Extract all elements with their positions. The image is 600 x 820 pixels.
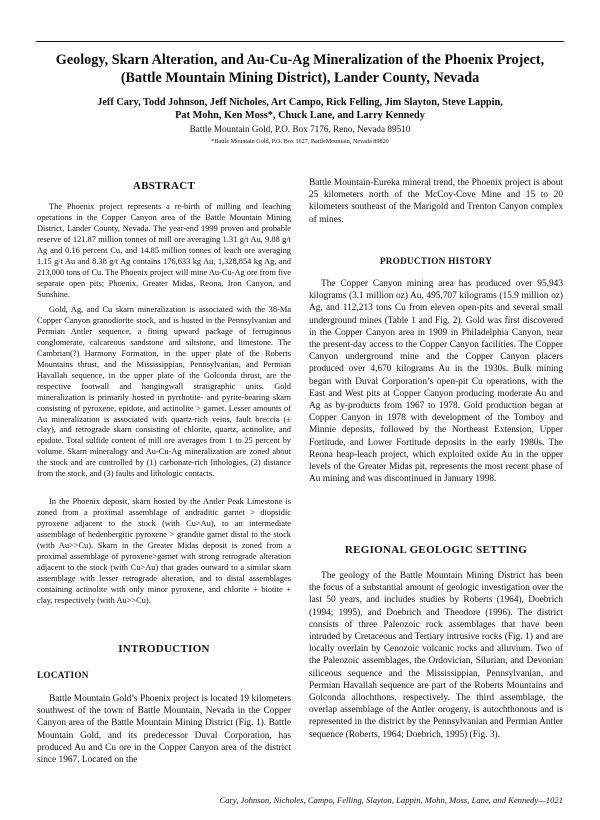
title-line-2: (Battle Mountain Mining District), Lander County, Nevada xyxy=(120,69,480,86)
authors-line-1: Jeff Cary, Todd Johnson, Jeff Nicholes, Art Campo, Rick Felling, Jim Slayton, Steve Lappin, xyxy=(97,97,503,108)
page-footer: Cary, Johnson, Nicholes, Campo, Felling, Slayton, Lappin, Mohn, Moss, Lane, and Kennedy—1021 xyxy=(219,795,563,805)
abstract-paragraph-3: In the Phoenix deposit, skarn hosted by the Antler Peak Limestone is zoned from a proximal assemblage of andraditic garnet > diopsidic pyroxene adjacent to the stock (with Cu>Au), to an intermediate assemblage of hedenbergitic pyroxene > grandite garnet distal to the stock (with Au>>Cu). Skarn in the Greater Midas deposit is zoned from a proximal assemblage of pyroxene>garnet with strong retrograde alteration adjacent to the stock (with Cu>Au) that grades outward to a similar skarn assemblage with lesser retrograde alteration, and to distal assemblages containing actinolite with only minor pyroxene, and chlorite + biotite + clay, respectively (with Au>>Cu). xyxy=(37,497,291,605)
abstract-heading: ABSTRACT xyxy=(132,180,196,192)
authors-line-2: Pat Mohn, Ken Moss*, Chuck Lane, and Larry Kennedy xyxy=(175,110,425,121)
location-subheading: LOCATION xyxy=(37,670,89,680)
author-list xyxy=(40,96,560,122)
location-paragraph: Battle Mountain Gold’s Phoenix project is located 19 kilometers southwest of the town of Battle Mountain, Nevada in the Copper Canyon area of the Battle Mountain Mining District (Fig. 1). Battle Mountain Gold, and its predecessor Duval Corporation, has produced Au and Cu ore in the Copper Canyon area of the district since 1967. Located on the xyxy=(37,694,291,766)
abstract-paragraph-2: Gold, Ag, and Cu skarn mineralization is associated with the 38-Ma Copper Canyon granodiorite stock, and is hosted in the Pennsylvanian and Permian Antler sequence, a fining upward package of ferruginous conglomerate, calcareous sandstone and siltstone, and limestone. The Cambrian(?) Harmony Formation, in the upper plate of the Roberts Mountains thrust, and the Mississippian, Pennsylvanian, and Permian Havallah sequence, in the upper plate of the Golconda thrust, are the respective footwall and hangingwall stratigraphic units. Gold mineralization is primarily hosted in pyrrhotite- and pyrite-bearing skarn consisting of pyroxene, epidote, and actinolite > garnet. Lesser amounts of Au mineralization is associated with quartz-rich veins, fault breccia (± clay), and retrograde skarn consisting of chlorite, quartz, actinolite, and epidote. Total sulfide content of mill ore averages from 1 to 25 percent by volume. Skarn mineralogy and Au-Cu-Ag mineralization are zoned about the stock and are controlled by (1) carbonate-rich lithologies, (2) distance from the stock, and (3) faults and lithologic contacts. xyxy=(37,305,291,479)
production-history-heading: PRODUCTION HISTORY xyxy=(379,256,493,266)
top-rule xyxy=(36,41,564,42)
affiliation: Battle Mountain Gold, P.O. Box 7176, Reno, Nevada 89510 xyxy=(189,124,411,134)
regional-geologic-setting-heading: REGIONAL GEOLOGIC SETTING xyxy=(344,544,528,556)
regional-geologic-setting-paragraph: The geology of the Battle Mountain Mining District has been the focus of a substantial amount of geologic investigation over the last 50 years, and includes studies by Roberts (1964), Doebrich (1994; 1995), and Doebrich and Theodore (1996). The district consists of three Paleozoic rock assemblages that have been intruded by Cretaceous and Tertiary intrusive rocks (Fig. 1) and are locally overlain by Cenozoic volcanic rocks and alluvium. Two of the Paleozoic assemblages, the Ordovician, Silurian, and Devonian siliceous sequence and the Mississippian, Pennsylvanian, and Permian Havallah sequence are part of the Roberts Mountains and Golconda allochthons, respectively. The third assemblage, the overlap assemblage of the Antler orogeny, is autochthonous and is represented in the district by the Pennsylvanian and Permian Antler sequence (Roberts, 1964; Doebrich, 1995) (Fig. 3). xyxy=(309,571,563,740)
affiliation-secondary: *Battle Mountain Gold, P.O. Box 1627, BattleMountain, Nevada 89820 xyxy=(211,138,389,145)
location-continuation-paragraph: Battle Mountain-Eureka mineral trend, the Phoenix project is about 25 kilometers north of the McCoy-Cove Mine and 15 to 20 kilometers southeast of the Marigold and Trenton Canyon complex of mines. xyxy=(309,178,563,225)
paper-title xyxy=(40,52,560,87)
title-line-1: Geology, Skarn Alteration, and Au-Cu-Ag Mineralization of the Phoenix Project, xyxy=(55,52,545,68)
abstract-paragraph-1: The Phoenix project represents a re-birth of milling and leaching operations in the Copper Canyon area of the Battle Mountain Mining District, Lander County, Nevada. The year-end 1999 proven and probable reserve of 121.87 million tonnes of mill ore averaging 1.31 g/t Au, 9.88 g/t Ag and 0.16 percent Cu, and 14.85 million tonnes of leach ore averaging 1.15 g/t Au and 8.38 g/t Ag contains 176,633 kg Au, 1,328,854 kg Ag, and 213,000 tons of Cu. The Phoenix project will mine Au-Cu-Ag ore from five separate open pits; Phoenix, Greater Midas, Reona, Iron Canyon, and Sunshine. xyxy=(37,202,291,299)
production-history-paragraph: The Copper Canyon mining area has produced over 95,943 kilograms (3.1 million oz) Au, 495,707 kilograms (15.9 million oz) Ag, and 112,213 tons Cu from eleven open-pits and several small underground mines (Table 1 and Fig. 2). Gold was first discovered in the Copper Canyon area in 1909 in Philadelphia Canyon, near the present-day access to the Copper Canyon facilities. The Copper Canyon underground mine and the Copper Canyon placers produced over 4,670 kilograms Au in the 1930s. Bulk mining began with Duval Corporation’s open-pit Cu operations, with the East and West pits at Copper Canyon producing moderate Au and Ag as by-products from 1967 to 1978. Gold production began at Copper Canyon in 1978 with development of the Tomboy and Minnie deposits, followed by the Northeast Extension, Upper Fortitude, and Lower Fortitude deposits in the early 1980s. The Reona heap-leach project, which exploited oxide Au in the upper levels of the Greater Midas pit, represents the most recent phase of Au mining and was discontinued in January 1998. xyxy=(309,279,563,485)
introduction-heading: INTRODUCTION xyxy=(118,643,210,655)
